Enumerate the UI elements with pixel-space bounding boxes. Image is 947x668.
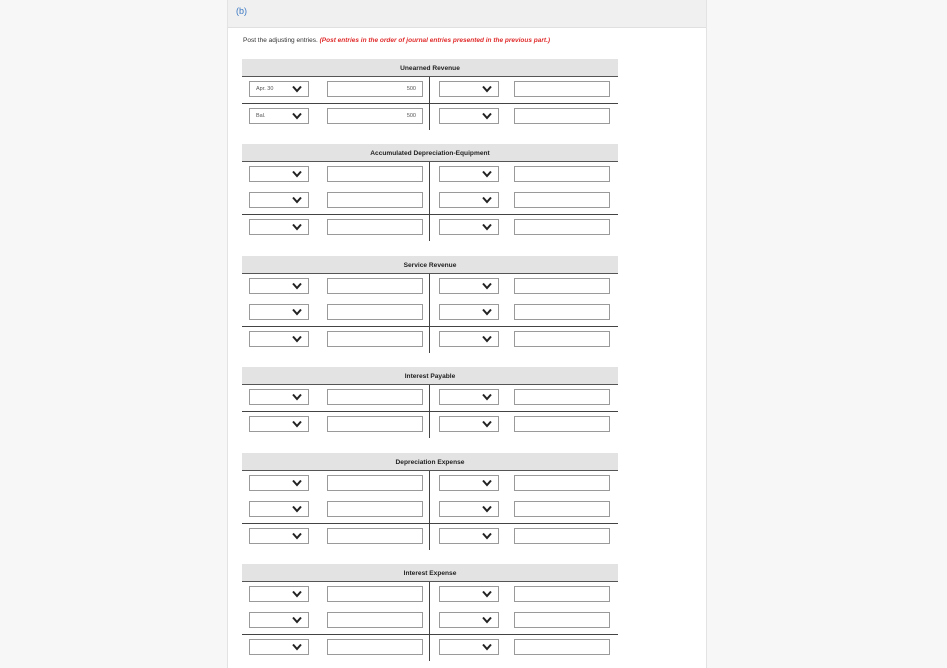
chevron-down-icon	[482, 85, 492, 93]
entry-row	[242, 300, 618, 326]
chevron-down-icon	[292, 616, 302, 624]
credit-date-dropdown[interactable]	[439, 166, 499, 182]
chevron-down-icon	[482, 170, 492, 178]
chevron-down-icon	[482, 643, 492, 651]
chevron-down-icon	[292, 532, 302, 540]
credit-amount-input[interactable]	[514, 219, 610, 235]
chevron-down-icon	[292, 479, 302, 487]
debit-date-value: Apr. 30	[256, 86, 274, 92]
chevron-down-icon	[292, 420, 302, 428]
credit-date-dropdown[interactable]	[439, 475, 499, 491]
chevron-down-icon	[292, 308, 302, 316]
debit-date-dropdown[interactable]	[249, 331, 309, 347]
t-account-body	[242, 385, 618, 437]
chevron-down-icon	[482, 196, 492, 204]
entry-row	[242, 77, 618, 103]
instruction-note: (Post entries in the order of journal entries presented in the previous part.)	[319, 37, 551, 44]
credit-date-dropdown[interactable]	[439, 278, 499, 294]
t-account	[242, 453, 618, 549]
debit-amount-input[interactable]	[327, 389, 423, 405]
balance-row	[242, 411, 618, 437]
debit-amount-input[interactable]	[327, 331, 423, 347]
chevron-down-icon	[292, 223, 302, 231]
debit-date-dropdown[interactable]	[249, 416, 309, 432]
t-account-body	[242, 162, 618, 240]
account-title: Accumulated Depreciation-Equipment	[242, 144, 618, 162]
chevron-down-icon	[292, 196, 302, 204]
debit-amount-input[interactable]: 500	[327, 108, 423, 124]
account-title: Interest Expense	[242, 564, 618, 582]
account-title: Depreciation Expense	[242, 453, 618, 471]
credit-amount-input[interactable]	[514, 501, 610, 517]
entry-row	[242, 385, 618, 411]
entry-row	[242, 274, 618, 300]
credit-date-dropdown[interactable]	[439, 389, 499, 405]
account-title: Service Revenue	[242, 256, 618, 274]
credit-amount-input[interactable]	[514, 612, 610, 628]
entry-row	[242, 188, 618, 214]
chevron-down-icon	[292, 85, 302, 93]
debit-date-dropdown[interactable]	[249, 108, 309, 124]
t-account-body	[242, 77, 618, 129]
debit-date-dropdown[interactable]	[249, 304, 309, 320]
credit-date-dropdown[interactable]	[439, 586, 499, 602]
t-account	[242, 256, 618, 352]
debit-date-dropdown[interactable]	[249, 192, 309, 208]
entry-row	[242, 608, 618, 634]
credit-amount-input[interactable]	[514, 331, 610, 347]
credit-amount-input[interactable]	[514, 108, 610, 124]
balance-row	[242, 214, 618, 240]
t-account	[242, 144, 618, 240]
credit-amount-input[interactable]	[514, 475, 610, 491]
t-account-divider	[429, 412, 430, 438]
debit-amount-input[interactable]	[327, 219, 423, 235]
debit-amount-input[interactable]	[327, 639, 423, 655]
debit-amount-input[interactable]	[327, 586, 423, 602]
credit-amount-input[interactable]	[514, 586, 610, 602]
debit-amount-input[interactable]	[327, 475, 423, 491]
chevron-down-icon	[292, 335, 302, 343]
chevron-down-icon	[292, 282, 302, 290]
t-account-body	[242, 582, 618, 660]
credit-amount-input[interactable]	[514, 304, 610, 320]
t-account	[242, 367, 618, 437]
credit-date-dropdown[interactable]	[439, 331, 499, 347]
credit-amount-input[interactable]	[514, 639, 610, 655]
debit-date-dropdown[interactable]	[249, 219, 309, 235]
chevron-down-icon	[292, 505, 302, 513]
debit-date-dropdown[interactable]	[249, 166, 309, 182]
chevron-down-icon	[292, 112, 302, 120]
t-account-body	[242, 274, 618, 352]
chevron-down-icon	[482, 282, 492, 290]
part-header	[228, 0, 706, 28]
debit-amount-input[interactable]: 500	[327, 81, 423, 97]
balance-row	[242, 634, 618, 660]
credit-date-dropdown[interactable]	[439, 192, 499, 208]
chevron-down-icon	[482, 223, 492, 231]
credit-date-dropdown[interactable]	[439, 219, 499, 235]
credit-date-dropdown[interactable]	[439, 304, 499, 320]
t-account-divider	[429, 524, 430, 550]
t-account	[242, 564, 618, 660]
debit-amount-input[interactable]	[327, 166, 423, 182]
debit-date-dropdown[interactable]	[249, 278, 309, 294]
debit-amount-input[interactable]	[327, 304, 423, 320]
credit-amount-input[interactable]	[514, 166, 610, 182]
chevron-down-icon	[482, 393, 492, 401]
credit-amount-input[interactable]	[514, 416, 610, 432]
instruction-main: Post the adjusting entries.	[243, 37, 318, 44]
credit-amount-input[interactable]	[514, 81, 610, 97]
credit-amount-input[interactable]	[514, 389, 610, 405]
chevron-down-icon	[292, 393, 302, 401]
t-account-divider	[429, 327, 430, 353]
account-title: Interest Payable	[242, 367, 618, 385]
chevron-down-icon	[482, 335, 492, 343]
credit-date-dropdown[interactable]	[439, 81, 499, 97]
t-account-divider	[429, 635, 430, 661]
credit-date-dropdown[interactable]	[439, 108, 499, 124]
chevron-down-icon	[482, 505, 492, 513]
balance-row	[242, 523, 618, 549]
debit-date-dropdown[interactable]	[249, 586, 309, 602]
debit-date-value: Bal.	[256, 113, 266, 119]
debit-date-dropdown[interactable]	[249, 475, 309, 491]
part-label: (b)	[236, 6, 247, 16]
chevron-down-icon	[482, 420, 492, 428]
debit-amount-input[interactable]	[327, 528, 423, 544]
chevron-down-icon	[292, 590, 302, 598]
t-account-divider	[429, 215, 430, 241]
entry-row	[242, 497, 618, 523]
chevron-down-icon	[292, 170, 302, 178]
debit-amount-input[interactable]	[327, 192, 423, 208]
credit-date-dropdown[interactable]	[439, 416, 499, 432]
entry-row	[242, 582, 618, 608]
t-account-divider	[429, 104, 430, 130]
debit-date-dropdown[interactable]	[249, 81, 309, 97]
entry-row	[242, 162, 618, 188]
debit-amount-input[interactable]	[327, 501, 423, 517]
credit-date-dropdown[interactable]	[439, 528, 499, 544]
chevron-down-icon	[482, 532, 492, 540]
account-title: Unearned Revenue	[242, 59, 618, 77]
credit-date-dropdown[interactable]	[439, 612, 499, 628]
chevron-down-icon	[292, 643, 302, 651]
credit-amount-input[interactable]	[514, 192, 610, 208]
t-account-body	[242, 471, 618, 549]
debit-amount-input[interactable]	[327, 416, 423, 432]
debit-date-dropdown[interactable]	[249, 612, 309, 628]
balance-row	[242, 326, 618, 352]
question-panel	[227, 0, 707, 668]
t-account	[242, 59, 618, 129]
chevron-down-icon	[482, 479, 492, 487]
credit-date-dropdown[interactable]	[439, 639, 499, 655]
chevron-down-icon	[482, 112, 492, 120]
debit-date-dropdown[interactable]	[249, 501, 309, 517]
credit-amount-input[interactable]	[514, 278, 610, 294]
chevron-down-icon	[482, 590, 492, 598]
entry-row	[242, 471, 618, 497]
debit-date-dropdown[interactable]	[249, 528, 309, 544]
debit-amount-input[interactable]	[327, 278, 423, 294]
chevron-down-icon	[482, 308, 492, 316]
credit-date-dropdown[interactable]	[439, 501, 499, 517]
debit-date-dropdown[interactable]	[249, 389, 309, 405]
debit-amount-input[interactable]	[327, 612, 423, 628]
debit-date-dropdown[interactable]	[249, 639, 309, 655]
chevron-down-icon	[482, 616, 492, 624]
credit-amount-input[interactable]	[514, 528, 610, 544]
instruction-text	[243, 37, 550, 44]
balance-row	[242, 103, 618, 129]
